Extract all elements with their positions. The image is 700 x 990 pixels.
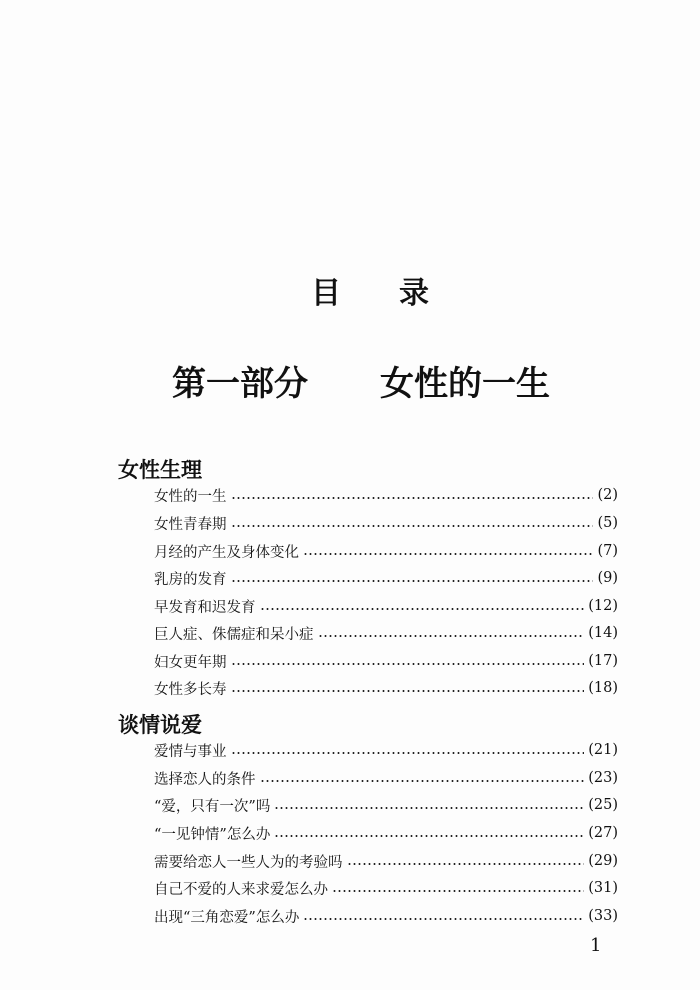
toc-entry[interactable] xyxy=(154,484,618,506)
toc-entry-page: (7) xyxy=(597,543,618,559)
part-title xyxy=(172,356,550,405)
toc-entry-label: 需要给恋人一些人为的考验吗 xyxy=(154,854,343,871)
toc-entry-page: (18) xyxy=(588,680,618,696)
toc-entry-label: 爱情与事业 xyxy=(154,743,227,760)
toc-entry-label: 巨人症、侏儒症和呆小症 xyxy=(154,626,314,643)
toc-entry[interactable] xyxy=(154,739,618,761)
dot-leader xyxy=(260,780,585,782)
toc-entry-page: (17) xyxy=(588,653,618,669)
toc-entry-page: (27) xyxy=(588,825,618,841)
dot-leader xyxy=(303,918,584,920)
dot-leader xyxy=(231,663,585,665)
dot-leader xyxy=(274,807,584,809)
toc-entry-label: 妇女更年期 xyxy=(154,654,227,671)
dot-leader xyxy=(260,608,585,610)
toc-entry-label: 自己不爱的人来求爱怎么办 xyxy=(154,881,328,898)
page-number: 1 xyxy=(590,935,602,956)
toc-entry-label: 乳房的发育 xyxy=(154,571,227,588)
toc-entry-page: (14) xyxy=(588,625,618,641)
toc-entry-page: (2) xyxy=(597,487,618,503)
dot-leader xyxy=(231,580,594,582)
toc-entry[interactable] xyxy=(154,622,618,644)
dot-leader xyxy=(347,863,585,865)
toc-entry-label: “爱，只有一次”吗 xyxy=(154,798,271,815)
dot-leader xyxy=(231,690,585,692)
toc-entry-label: 月经的产生及身体变化 xyxy=(154,544,299,561)
toc-entry[interactable] xyxy=(154,567,618,589)
toc-entry[interactable] xyxy=(154,767,618,789)
toc-entry-page: (9) xyxy=(597,570,618,586)
toc-entry-page: (12) xyxy=(588,598,618,614)
toc-heading xyxy=(0,268,700,312)
toc-entry-label: “一见钟情”怎么办 xyxy=(154,826,271,843)
toc-heading-char-1: 目 xyxy=(311,276,341,311)
section-title: 女性生理 xyxy=(118,458,202,482)
toc-entry[interactable] xyxy=(154,540,618,562)
dot-leader xyxy=(274,835,584,837)
toc-entry-page: (5) xyxy=(597,515,618,531)
toc-entry[interactable] xyxy=(154,877,618,899)
toc-entry[interactable] xyxy=(154,512,618,534)
toc-entry-label: 女性青春期 xyxy=(154,516,227,533)
toc-entry[interactable] xyxy=(154,822,618,844)
toc-entry-page: (33) xyxy=(588,908,618,924)
toc-entry[interactable] xyxy=(154,595,618,617)
toc-entry-label: 选择恋人的条件 xyxy=(154,771,256,788)
dot-leader xyxy=(231,497,594,499)
dot-leader xyxy=(231,525,594,527)
part-number: 第一部分 xyxy=(172,364,308,404)
toc-entry-label: 出现“三角恋爱”怎么办 xyxy=(154,909,300,926)
toc-entry[interactable] xyxy=(154,905,618,927)
dot-leader xyxy=(332,890,584,892)
toc-entry-label: 早发育和迟发育 xyxy=(154,599,256,616)
dot-leader xyxy=(318,635,585,637)
dot-leader xyxy=(231,752,585,754)
toc-entry-label: 女性的一生 xyxy=(154,488,227,505)
toc-entry-page: (29) xyxy=(588,853,618,869)
toc-entry-page: (21) xyxy=(588,742,618,758)
toc-entry-page: (23) xyxy=(588,770,618,786)
toc-entry-page: (31) xyxy=(588,880,618,896)
toc-entry[interactable] xyxy=(154,794,618,816)
toc-heading-char-2: 录 xyxy=(399,276,429,311)
toc-entry-label: 女性多长寿 xyxy=(154,681,227,698)
toc-entry[interactable] xyxy=(154,850,618,872)
toc-entry-page: (25) xyxy=(588,797,618,813)
dot-leader xyxy=(303,553,593,555)
toc-entry[interactable] xyxy=(154,677,618,699)
part-name: 女性的一生 xyxy=(380,364,550,404)
toc-entry[interactable] xyxy=(154,650,618,672)
section-title: 谈情说爱 xyxy=(118,713,202,737)
